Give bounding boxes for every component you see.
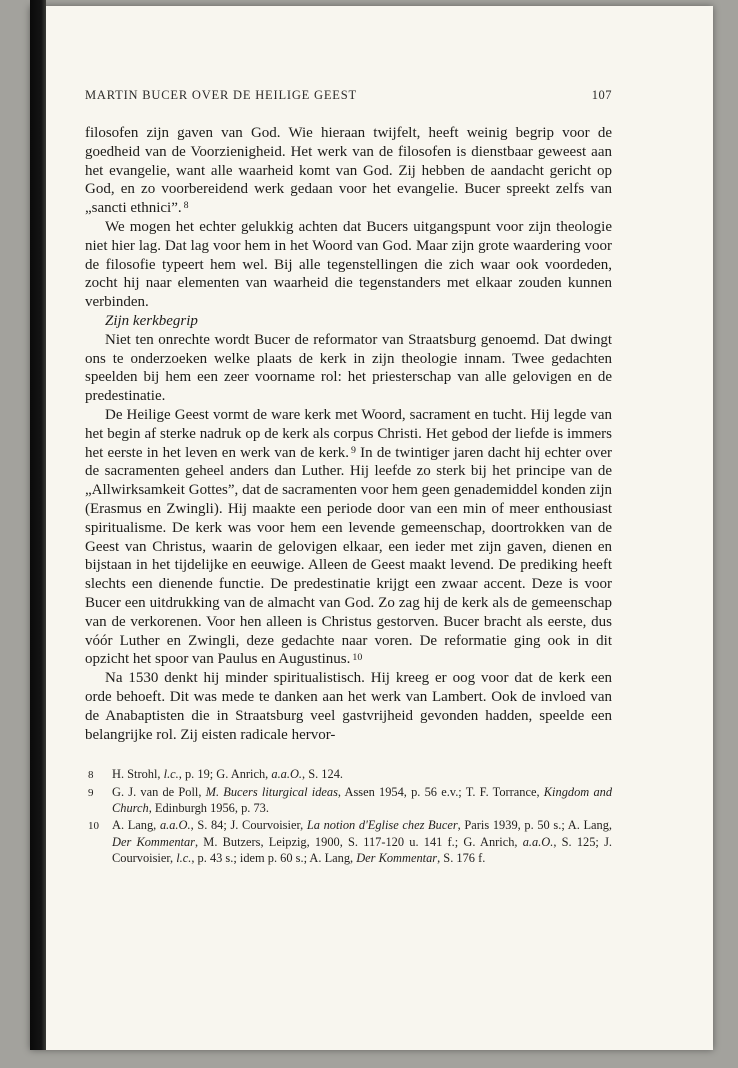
page-content <box>85 88 612 867</box>
body-text <box>85 124 612 744</box>
book-page <box>30 6 713 1050</box>
paragraph: Niet ten onrechte wordt Bucer de reformator van Straatsburg genoemd. Dat dwingt ons te onderzoeken welke plaats de kerk in zijn theologie innam. Twee gedachten speelden bij hem een zeer voorname rol: het priesterschap van alle gelovigen en de predestinatie. <box>85 331 612 405</box>
binding-shadow <box>30 0 46 1050</box>
footnote-text: A. Lang, a.a.O., S. 84; J. Courvoisier, La notion d'Eglise chez Bucer, Paris 1939, p. 50 s.; A. Lang, Der Kommentar, M. Butzers, Leipzig, 1900, S. 117-120 u. 141 f.; G. Anrich, a.a.O., S. 125; J. Courvoisier, l.c., p. 43 s.; idem p. 60 s.; A. Lang, Der Kommentar, S. 176 f. <box>112 818 613 866</box>
footnote-text: G. J. van de Poll, M. Bucers liturgical ideas, Assen 1954, p. 56 e.v.; T. F. Torrance, Kingdom and Church, Edinburgh 1956, p. 73. <box>112 784 613 816</box>
footnote-number: 10 <box>88 820 99 833</box>
paragraph: We mogen het echter gelukkig achten dat Bucers uitgangspunt voor zijn theologie niet hier lag. Dat lag voor hem in het Woord van God. Maar zijn grote waardering voor de filosofie typeert hem wel. Bij alle tegenstellingen die zich waar ook voordeden, zocht hij naar elementen van waarheid die tegenstanders met elkaar zouden kunnen verbinden. <box>85 218 612 311</box>
page-number: 107 <box>591 88 612 102</box>
footnote-item <box>85 766 612 784</box>
paragraph: Na 1530 denkt hij minder spiritualistisch. Hij kreeg er oog voor dat de kerk een orde behoeft. Dit was mede te danken aan het werk van Lambert. Ook de invloed van de Anabaptisten die in Straatsburg veel gastvrijheid gevonden hadden, speelde een belangrijke rol. Zij eisten radicale hervor- <box>85 670 612 743</box>
section-heading: Zijn kerkbegrip <box>105 312 198 329</box>
header-title: MARTIN BUCER OVER DE HEILIGE GEEST <box>85 88 357 102</box>
footnotes-section <box>85 766 612 867</box>
paragraph: filosofen zijn gaven van God. Wie hieraan twijfelt, heeft weinig begrip voor de goedheid van de Voorzienigheid. Het werk van de filosofen is dienstbaar geweest aan het evangelie, want alle waarheid komt van God. Zij hebben de aandacht gericht op God, en zo voorbereidend werk gedaan voor het evangelie. Bucer spreekt zelfs van „sancti ethnici”. $^8$ <box>85 125 612 217</box>
paragraph: De Heilige Geest vormt de ware kerk met Woord, sacrament en tucht. Hij legde van het begin af sterke nadruk op de kerk als corpus Christi. Het gebod der liefde is immers het eerste in het leven en werk van de kerk. $^9$ In de twintiger jaren dacht hij echter over de sacramenten geheel anders dan Luther. Hij leefde zo sterk bij het principe van de „Allwirksamkeit Gottes”, dat de sacramenten voor hem geen genademiddel konden zijn (Erasmus en Zwingli). Hij maakte een periode door van een min of meer enthousiast spiritualisme. De kerk was voor hem een levende gemeenschap, doortrokken van de Geest van Christus, waarin de gelovigen elkaar, een ieder met zijn gaven, dienen en bijstaan in het tijdelijke en eeuwige. Alleen de Geest maakt levend. De prediking heeft slechts een dienende functie. De predestinatie krijgt een zwaar accent. Deze is voor Bucer een uitdrukking van de almacht van God. Zo zag hij de kerk als de gemeenschap van de verkorenen. Voor hen alleen is Christus gestorven. Bucer bracht als eerste, dus vóór Luther en Zwingli, deze gedachte naar voren. De reformatie ging ook in dit opzicht het spoor van Paulus en Augustinus. $^{10}$ <box>85 406 612 668</box>
running-header <box>85 88 612 103</box>
footnote-item <box>85 817 612 867</box>
footnote-text: H. Strohl, l.c., p. 19; G. Anrich, a.a.O., S. 124. <box>112 767 343 782</box>
footnote-item <box>85 784 612 817</box>
footnote-number: 9 <box>88 786 94 799</box>
footnote-number: 8 <box>88 769 94 782</box>
